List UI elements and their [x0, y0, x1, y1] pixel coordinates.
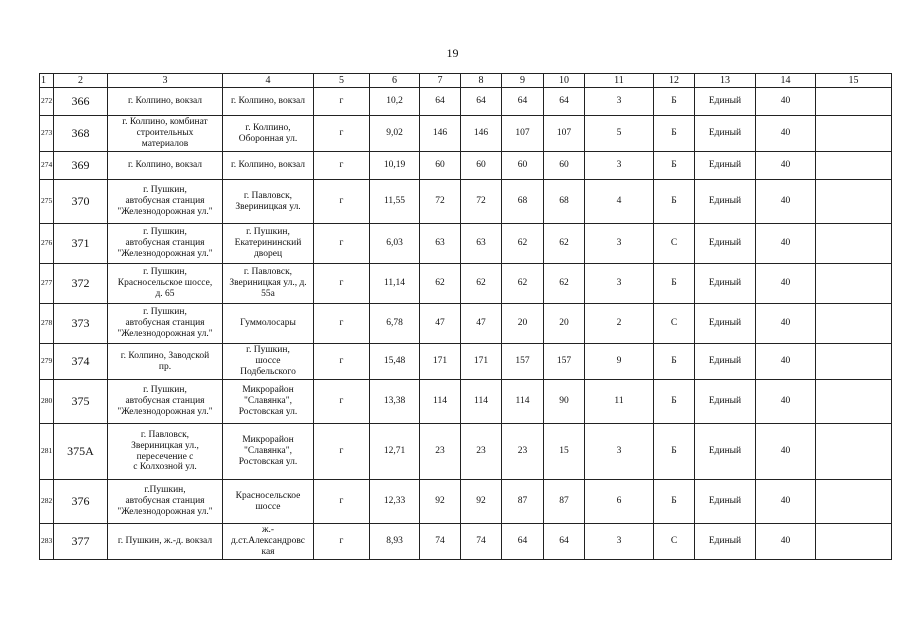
table-cell-c15	[816, 224, 892, 264]
table-cell-c5: г	[314, 304, 370, 344]
column-header: 4	[223, 74, 314, 88]
table-cell-c9: 20	[502, 304, 544, 344]
table-cell-c11: 11	[585, 380, 654, 424]
table-cell-c9: 87	[502, 480, 544, 524]
column-header: 2	[54, 74, 108, 88]
table-cell-c14: 40	[756, 180, 816, 224]
table-cell-c1: 276	[40, 224, 54, 264]
table-cell-c8: 23	[461, 424, 502, 480]
table-cell-c1: 282	[40, 480, 54, 524]
table-row	[40, 304, 892, 344]
table-row	[40, 180, 892, 224]
column-header: 9	[502, 74, 544, 88]
column-header: 11	[585, 74, 654, 88]
table-row	[40, 380, 892, 424]
table-cell-c5: г	[314, 424, 370, 480]
table-row	[40, 424, 892, 480]
table-cell-c1: 274	[40, 152, 54, 180]
table-cell-c6: 15,48	[370, 344, 420, 380]
table-row	[40, 524, 892, 560]
table-cell-c15	[816, 424, 892, 480]
table-cell-c11: 3	[585, 524, 654, 560]
table-cell-c13: Единый	[695, 116, 756, 152]
table-cell-c9: 23	[502, 424, 544, 480]
table-cell-c15	[816, 344, 892, 380]
table-cell-c8: 146	[461, 116, 502, 152]
table-cell-c10: 64	[544, 524, 585, 560]
table-cell-c4: г. Колпино, вокзал	[223, 152, 314, 180]
table-cell-c7: 64	[420, 88, 461, 116]
table-cell-c3: г. Пушкин, автобусная станция "Железнодорожная ул."	[108, 224, 223, 264]
table-cell-c4: г. Колпино, Оборонная ул.	[223, 116, 314, 152]
table-cell-c12: Б	[654, 88, 695, 116]
table-cell-c10: 62	[544, 264, 585, 304]
column-header: 6	[370, 74, 420, 88]
table-cell-c14: 40	[756, 344, 816, 380]
table-cell-c14: 40	[756, 380, 816, 424]
table-cell-c10: 107	[544, 116, 585, 152]
table-cell-c8: 64	[461, 88, 502, 116]
table-cell-c10: 15	[544, 424, 585, 480]
table-cell-c8: 171	[461, 344, 502, 380]
table-cell-c15	[816, 264, 892, 304]
table-cell-c5: г	[314, 180, 370, 224]
table-cell-c7: 72	[420, 180, 461, 224]
table-cell-c15	[816, 88, 892, 116]
table-cell-c9: 62	[502, 224, 544, 264]
table-cell-c10: 90	[544, 380, 585, 424]
table-cell-c7: 23	[420, 424, 461, 480]
table-cell-c12: Б	[654, 380, 695, 424]
table-cell-c15	[816, 524, 892, 560]
table-cell-c6: 9,02	[370, 116, 420, 152]
table-cell-c15	[816, 180, 892, 224]
table-cell-c4: г. Пушкин, Екатерининский дворец	[223, 224, 314, 264]
table-cell-c4: Микрорайон "Славянка", Ростовская ул.	[223, 380, 314, 424]
table-cell-c3: г. Колпино, Заводской пр.	[108, 344, 223, 380]
table-cell-c4: Микрорайон "Славянка", Ростовская ул.	[223, 424, 314, 480]
table-row	[40, 88, 892, 116]
table-cell-c11: 3	[585, 264, 654, 304]
table-cell-c5: г	[314, 88, 370, 116]
table-cell-c5: г	[314, 116, 370, 152]
table-cell-c6: 12,33	[370, 480, 420, 524]
table-cell-c8: 47	[461, 304, 502, 344]
table-cell-c12: Б	[654, 264, 695, 304]
table-cell-c15	[816, 480, 892, 524]
table-cell-c1: 280	[40, 380, 54, 424]
table-cell-c8: 92	[461, 480, 502, 524]
table-cell-c12: Б	[654, 180, 695, 224]
column-header: 5	[314, 74, 370, 88]
table-cell-c3: г. Пушкин, ж.-д. вокзал	[108, 524, 223, 560]
table-cell-c13: Единый	[695, 180, 756, 224]
column-header: 13	[695, 74, 756, 88]
table-cell-c7: 62	[420, 264, 461, 304]
table-cell-c11: 3	[585, 88, 654, 116]
routes-table	[39, 73, 892, 560]
table-cell-c1: 273	[40, 116, 54, 152]
table-cell-c5: г	[314, 224, 370, 264]
table-cell-c6: 11,14	[370, 264, 420, 304]
table-cell-c10: 87	[544, 480, 585, 524]
table-cell-c13: Единый	[695, 480, 756, 524]
table-cell-c9: 68	[502, 180, 544, 224]
table-cell-c2: 377	[54, 524, 108, 560]
table-cell-c11: 4	[585, 180, 654, 224]
table-cell-c9: 64	[502, 88, 544, 116]
table-cell-c10: 68	[544, 180, 585, 224]
table-cell-c4: ж.- д.ст.Александровс кая	[223, 524, 314, 560]
table-cell-c14: 40	[756, 88, 816, 116]
table-cell-c3: г. Колпино, вокзал	[108, 152, 223, 180]
table-cell-c9: 60	[502, 152, 544, 180]
table-cell-c11: 6	[585, 480, 654, 524]
table-cell-c7: 74	[420, 524, 461, 560]
table-cell-c15	[816, 304, 892, 344]
table-cell-c1: 277	[40, 264, 54, 304]
table-cell-c1: 281	[40, 424, 54, 480]
table-cell-c15	[816, 380, 892, 424]
table-cell-c8: 63	[461, 224, 502, 264]
column-header: 1	[40, 74, 54, 88]
table-cell-c3: г. Колпино, вокзал	[108, 88, 223, 116]
table-cell-c12: Б	[654, 424, 695, 480]
table-cell-c14: 40	[756, 116, 816, 152]
table-cell-c11: 9	[585, 344, 654, 380]
table-cell-c13: Единый	[695, 344, 756, 380]
column-header: 15	[816, 74, 892, 88]
table-cell-c13: Единый	[695, 424, 756, 480]
table-cell-c5: г	[314, 480, 370, 524]
table-cell-c12: Б	[654, 480, 695, 524]
table-cell-c13: Единый	[695, 304, 756, 344]
table-cell-c7: 47	[420, 304, 461, 344]
table-cell-c4: г. Пушкин, шоссе Подбельского	[223, 344, 314, 380]
column-header: 10	[544, 74, 585, 88]
table-cell-c2: 375	[54, 380, 108, 424]
table-cell-c2: 370	[54, 180, 108, 224]
table-cell-c9: 64	[502, 524, 544, 560]
table-cell-c8: 72	[461, 180, 502, 224]
table-cell-c3: г. Пушкин, Красносельское шоссе, д. 65	[108, 264, 223, 304]
table-cell-c5: г	[314, 524, 370, 560]
table-cell-c3: г. Павловск, Звериницкая ул., пересечение с с Колхозной ул.	[108, 424, 223, 480]
table-cell-c6: 6,03	[370, 224, 420, 264]
table-cell-c7: 114	[420, 380, 461, 424]
table-cell-c14: 40	[756, 524, 816, 560]
table-cell-c12: Б	[654, 344, 695, 380]
table-cell-c8: 114	[461, 380, 502, 424]
table-cell-c8: 60	[461, 152, 502, 180]
table-cell-c14: 40	[756, 480, 816, 524]
table-cell-c5: г	[314, 264, 370, 304]
table-cell-c10: 64	[544, 88, 585, 116]
table-cell-c7: 60	[420, 152, 461, 180]
table-cell-c11: 5	[585, 116, 654, 152]
table-cell-c7: 146	[420, 116, 461, 152]
table-cell-c2: 373	[54, 304, 108, 344]
table-cell-c15	[816, 152, 892, 180]
table-cell-c13: Единый	[695, 264, 756, 304]
table-cell-c13: Единый	[695, 224, 756, 264]
table-cell-c4: г. Павловск, Звериницкая ул., д. 55а	[223, 264, 314, 304]
table-cell-c3: г. Пушкин, автобусная станция "Железнодорожная ул."	[108, 304, 223, 344]
table-cell-c2: 366	[54, 88, 108, 116]
table-row	[40, 344, 892, 380]
table-cell-c1: 275	[40, 180, 54, 224]
table-cell-c9: 62	[502, 264, 544, 304]
table-cell-c9: 107	[502, 116, 544, 152]
table-row	[40, 480, 892, 524]
table-cell-c12: С	[654, 304, 695, 344]
column-header: 3	[108, 74, 223, 88]
table-cell-c11: 2	[585, 304, 654, 344]
table-cell-c13: Единый	[695, 380, 756, 424]
table-cell-c12: С	[654, 224, 695, 264]
table-cell-c8: 74	[461, 524, 502, 560]
table-cell-c1: 272	[40, 88, 54, 116]
table-cell-c5: г	[314, 152, 370, 180]
table-cell-c3: г. Пушкин, автобусная станция "Железнодорожная ул."	[108, 180, 223, 224]
table-cell-c5: г	[314, 380, 370, 424]
table-cell-c2: 369	[54, 152, 108, 180]
table-cell-c13: Единый	[695, 88, 756, 116]
table-row	[40, 152, 892, 180]
table-cell-c2: 375А	[54, 424, 108, 480]
table-cell-c7: 171	[420, 344, 461, 380]
table-cell-c12: С	[654, 524, 695, 560]
table-cell-c4: г. Колпино, вокзал	[223, 88, 314, 116]
table-cell-c8: 62	[461, 264, 502, 304]
table-cell-c11: 3	[585, 152, 654, 180]
table-cell-c14: 40	[756, 152, 816, 180]
table-cell-c2: 368	[54, 116, 108, 152]
table-cell-c6: 13,38	[370, 380, 420, 424]
table-cell-c2: 376	[54, 480, 108, 524]
table-cell-c3: г. Колпино, комбинат строительных материалов	[108, 116, 223, 152]
table-cell-c14: 40	[756, 224, 816, 264]
table-cell-c1: 278	[40, 304, 54, 344]
table-cell-c5: г	[314, 344, 370, 380]
table-cell-c14: 40	[756, 424, 816, 480]
column-header: 12	[654, 74, 695, 88]
column-header: 14	[756, 74, 816, 88]
table-cell-c10: 60	[544, 152, 585, 180]
table-cell-c14: 40	[756, 304, 816, 344]
table-cell-c4: г. Павловск, Звериницкая ул.	[223, 180, 314, 224]
table-cell-c2: 374	[54, 344, 108, 380]
table-cell-c9: 157	[502, 344, 544, 380]
table-cell-c9: 114	[502, 380, 544, 424]
table-cell-c13: Единый	[695, 152, 756, 180]
table-cell-c6: 10,2	[370, 88, 420, 116]
table-cell-c14: 40	[756, 264, 816, 304]
table-cell-c2: 372	[54, 264, 108, 304]
table-cell-c7: 63	[420, 224, 461, 264]
table-cell-c4: Гуммолосары	[223, 304, 314, 344]
table-cell-c4: Красносельское шоссе	[223, 480, 314, 524]
table-cell-c6: 10,19	[370, 152, 420, 180]
table-cell-c15	[816, 116, 892, 152]
table-cell-c10: 62	[544, 224, 585, 264]
table-cell-c6: 12,71	[370, 424, 420, 480]
table-cell-c3: г. Пушкин, автобусная станция "Железнодорожная ул."	[108, 380, 223, 424]
table-cell-c11: 3	[585, 224, 654, 264]
table-cell-c1: 279	[40, 344, 54, 380]
table-cell-c1: 283	[40, 524, 54, 560]
column-header: 8	[461, 74, 502, 88]
table-row	[40, 116, 892, 152]
column-header: 7	[420, 74, 461, 88]
table-cell-c3: г.Пушкин, автобусная станция "Железнодорожная ул."	[108, 480, 223, 524]
table-cell-c12: Б	[654, 152, 695, 180]
table-cell-c13: Единый	[695, 524, 756, 560]
table-row	[40, 224, 892, 264]
table-cell-c12: Б	[654, 116, 695, 152]
table-cell-c10: 157	[544, 344, 585, 380]
table-cell-c6: 8,93	[370, 524, 420, 560]
table-header-row	[40, 74, 892, 88]
table-cell-c7: 92	[420, 480, 461, 524]
table-cell-c2: 371	[54, 224, 108, 264]
page-number: 19	[446, 46, 459, 60]
table-cell-c6: 6,78	[370, 304, 420, 344]
table-row	[40, 264, 892, 304]
table-cell-c6: 11,55	[370, 180, 420, 224]
table-cell-c11: 3	[585, 424, 654, 480]
table-cell-c10: 20	[544, 304, 585, 344]
